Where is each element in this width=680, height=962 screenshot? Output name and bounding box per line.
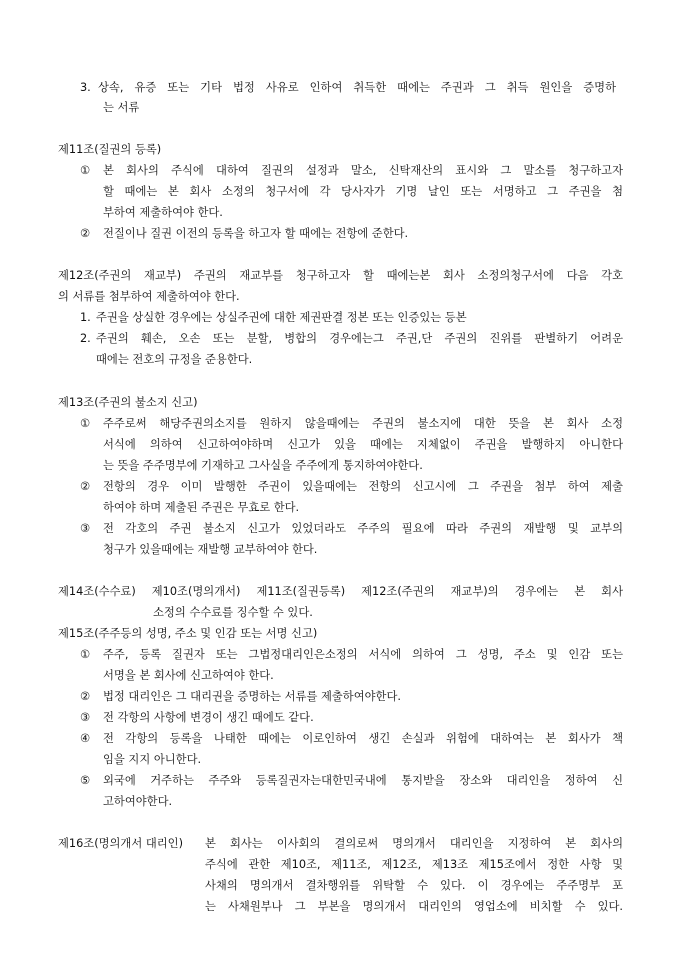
paragraph-line: 부하여 제출하여야 한다.	[103, 206, 223, 219]
paragraph-line: 주식에 관한 제10조, 제11조, 제12조, 제13조 제15조에서 정한 사항 및	[205, 858, 623, 871]
paragraph-line: 하여야 하며 제출된 주권은 무효로 한다.	[103, 501, 300, 514]
paragraph-line: 주권을 상실한 경우에는 상실주권에 대한 제권판결 정본 또는 인증있는 등본	[96, 311, 467, 324]
article-title: 제15조(주주등의 성명, 주소 및 인감 또는 서명 신고)	[58, 627, 318, 640]
clause-number: ④	[80, 732, 91, 745]
paragraph-line: 때에는 전호의 규정을 준용한다.	[96, 353, 253, 366]
clause-number: ③	[80, 711, 91, 724]
clause-number: ③	[80, 522, 91, 535]
paragraph-line: 주주로써 해당주권의소지를 원하지 않을때에는 주권의 불소지에 대한 뜻을 본 회사 소정	[103, 417, 623, 430]
paragraph-line: 는 서류	[103, 101, 140, 114]
paragraph-line: 서식에 의하여 신고하여야하며 신고가 있을 때에는 지체없이 주권을 발행하지 아니한다	[103, 438, 623, 451]
clause-number: ②	[80, 227, 91, 240]
article-title: 제13조(주권의 불소지 신고)	[58, 396, 198, 409]
paragraph-line: 의 서류를 첨부하여 제출하여야 한다.	[58, 290, 240, 303]
paragraph-line: 주권의 훼손, 오손 또는 분할, 병합의 경우에는그 주권,단 주권의 진위를 판별하기 어려운	[96, 332, 623, 345]
paragraph-line: 전 각호의 주권 불소지 신고가 있었더라도 주주의 필요에 따라 주권의 재발행 및 교부의	[103, 522, 623, 535]
item-number: 3.	[80, 81, 91, 94]
paragraph-line: 주주, 등록 질권자 또는 그법정대리인은소정의 서식에 의하여 그 성명, 주소 및 인감 또는	[103, 648, 623, 661]
paragraph-line: 전질이나 질권 이전의 등록을 하고자 할 때에는 전항에 준한다.	[103, 227, 409, 240]
paragraph-line: 본 회사의 주식에 대하여 질권의 설정과 말소, 신탁재산의 표시와 그 말소를 청구하고자	[103, 164, 623, 177]
paragraph-line: 전 각항의 등록을 나태한 때에는 이로인하여 생긴 손실과 위험에 대하여는 본 회사가 책	[103, 732, 623, 745]
article-title: 제12조(주권의 재교부) 주권의 재교부를 청구하고자 할 때에는본 회사 소정의청구서에 다음 각호	[58, 269, 623, 282]
paragraph-line: 는 사채원부나 그 부본을 명의개서 대리인의 영업소에 비치할 수 있다.	[205, 900, 623, 913]
clause-number: ②	[80, 690, 91, 703]
paragraph-line: 는 뜻을 주주명부에 기재하고 그사실을 주주에게 통지하여야한다.	[103, 459, 423, 472]
paragraph-line: 상속, 유증 또는 기타 법정 사유로 인하여 취득한 때에는 주권과 그 취득 원인을 증명하	[98, 81, 616, 94]
paragraph-line: 전 각항의 사항에 변경이 생긴 때에도 같다.	[103, 711, 314, 724]
clause-number: ①	[80, 164, 91, 177]
paragraph-line: 청구가 있을때에는 재발행 교부하여야 한다.	[103, 543, 318, 556]
paragraph-line: 외국에 거주하는 주주와 등록질권자는대한민국내에 통지받을 장소와 대리인을 정하여 신	[103, 774, 623, 787]
paragraph-line: 본 회사는 이사회의 결의로써 명의개서 대리인을 지정하여 본 회사의	[205, 837, 623, 850]
article-title: 제11조(질권의 등록)	[58, 143, 162, 156]
paragraph-line: 고하여야한다.	[103, 795, 173, 808]
item-number: 1.	[80, 311, 91, 324]
article-title: 제16조(명의개서 대리인)	[58, 837, 183, 850]
item-number: 2.	[80, 332, 91, 345]
clause-number: ①	[80, 648, 91, 661]
paragraph-line: 법정 대리인은 그 대리권을 증명하는 서류를 제출하여야한다.	[103, 690, 401, 703]
article-title: 제14조(수수료) 제10조(명의개서) 제11조(질권등록) 제12조(주권의 재교부)의 경우에는 본 회사	[58, 585, 623, 598]
clause-number: ②	[80, 480, 91, 493]
paragraph-line: 할 때에는 본 회사 소정의 청구서에 각 당사자가 기명 날인 또는 서명하고 그 주권을 첨	[103, 185, 623, 198]
paragraph-line: 전항의 경우 이미 발행한 주권이 있을때에는 전항의 신고시에 그 주권을 첨부 하여 제출	[103, 480, 623, 493]
clause-number: ⑤	[80, 774, 91, 787]
paragraph-line: 소정의 수수료를 징수할 수 있다.	[153, 606, 313, 619]
clause-number: ①	[80, 417, 91, 430]
paragraph-line: 임을 지지 아니한다.	[103, 753, 202, 766]
paragraph-line: 사채의 명의개서 결차행위를 위탁할 수 있다. 이 경우에는 주주명부 포	[205, 879, 623, 892]
paragraph-line: 서명을 본 회사에 신고하여야 한다.	[103, 669, 274, 682]
